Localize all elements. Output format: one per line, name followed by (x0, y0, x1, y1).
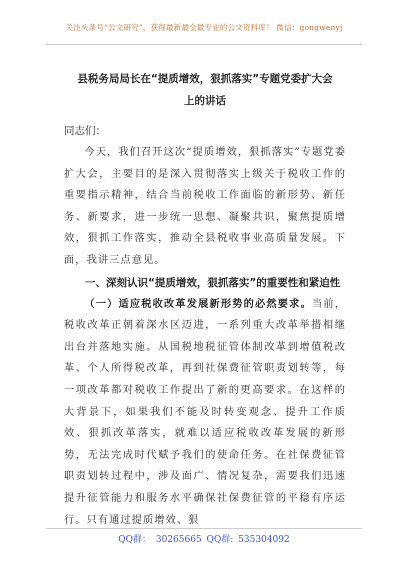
subsection-1-body: 当前，税收改革正朝着深水区迈进，一系列重大改革举措相继出台并落地实施。从国税地税征管体制改革到增值税改革、个人所得税改革，再到社保费征管职责划转等，每一项改革都对税收工作提出了新的更高要求。在这样的大背景下，如果我们不能及时转变观念、提升工作质效、狠抓改革落实，就难以适应税收改革发展的新形势，无法完成时代赋予我们的使命任务。在社保费征管职责划转过程中，涉及面广、情况复杂，需要我们迅速提升征管能力和服务水平确保社保费征管的平稳有序运行。只有通过提质增效、狠 (64, 298, 346, 526)
document-title-line-2: 上的讲话 (184, 95, 226, 107)
subsection-1-heading: （一）适应税收改革发展新形势的必然要求。 (84, 298, 312, 310)
footer-divider (46, 528, 362, 529)
document-body (64, 68, 346, 531)
subsection-1-paragraph (64, 294, 346, 532)
footer-qq-groups: QQ群： 30265665 QQ群: 535304092 (118, 535, 290, 545)
header-divider (46, 44, 362, 45)
intro-paragraph: 今天，我们召开这次“提质增效，狠抓落实”专题党委扩大会，主要目的是深入贯彻落实上级关于税收工作的重要指示精神，结合当前税收工作面临的新形势、新任务、新要求，进一步统一思想、凝聚共识，聚焦提质增效，狠抓工作落实，推动全县税收事业高质量发展。下面，我讲三点意见。 (64, 147, 346, 266)
header-banner: 关注头条号“公文研究”，获得最新最全最专业的公文资料库！ 微信：gongwenyj (65, 23, 343, 32)
salutation: 同志们： (64, 125, 106, 137)
section-1-heading: 一、深刻认识“提质增效，狠抓落实”的重要性和紧迫性 (85, 276, 341, 289)
document-title-line-1: 县税务局局长在“提质增效，狠抓落实”专题党委扩大会 (77, 73, 333, 85)
